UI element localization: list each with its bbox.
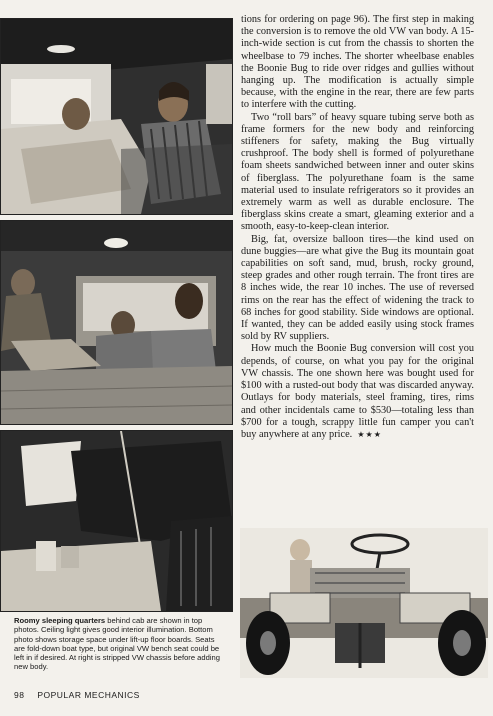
article-paragraph: tions for ordering on page 96). The first step in making the conversion is to remove the old VW van body. A 15-inch-wide section is cut from the chassis to shorten the wheelbase to 79 inches. The shorter wheelbase enables the Boonie Bug to ride over ridges and gullies without hanging up. The modification is actually simple because, with the engine in the rear, there are few parts to interfere with the cutting.	[241, 14, 474, 111]
photo-sleeping-quarters	[0, 18, 233, 215]
article-paragraph-last	[241, 343, 474, 441]
end-mark: ★★★	[357, 429, 382, 439]
photo-stripped-chassis	[240, 528, 488, 678]
page-footer	[14, 690, 140, 700]
caption-text: behind cab are shown in top photos. Ceiling light gives good interior illumination. Bottom photo shows storage space under lift-up floor boards. Seats are fold-down boat type, but original VW bench seat could be left in if desired. At right is stripped VW chassis before adding new body.	[14, 616, 220, 672]
magazine-title: POPULAR MECHANICS	[37, 690, 140, 700]
photo-storage-space	[0, 430, 233, 612]
photo-caption	[14, 616, 226, 672]
article-paragraph: Big, fat, oversize balloon tires—the kind used on dune buggies—are what give the Bug its mountain goat capabilities on soft sand, mud, brush, rocky ground, steep grades and other rough terrain. The front tires are 8 inches wide, the rear 10 inches. The use of reversed rims on the rear has the effect of widening the track to 68 inches for good stability. Side windows are optional. If wanted, they can be added easily using stock frames sold by RV suppliers.	[241, 233, 474, 343]
article-paragraph: Two “roll bars” of heavy square tubing serve both as frame formers for the new body and reinforcing stiffeners for safety, making the Bug virtually crushproof. The body shell is formed of polyurethane foam sheets sandwiched between inner and outer skins of fiberglass. The polyurethane foam is the same material used to insulate refrigerators so it provides an extremely warm as well as durable enclosure. The fiberglass skins create a smart, gleaming exterior and a smooth, easy-to-keep-clean interior.	[241, 111, 474, 233]
photo-interior-cab-view	[0, 220, 233, 425]
page-number: 98	[14, 690, 25, 700]
article-body	[241, 14, 474, 441]
article-paragraph-text: How much the Boonie Bug conversion will cost you depends, of course, on what you pay for the original VW chassis. The one shown here was bought used for $100 with a rusted-out body that was discarded anyway. Outlays for body materials, steel framing, tires, rims and other incidentals came to $530—totaling less than $700 for a tough, scrappy little fun camper you can't buy anywhere at any price.	[241, 343, 474, 440]
caption-lead: Roomy sleeping quarters	[14, 616, 106, 625]
